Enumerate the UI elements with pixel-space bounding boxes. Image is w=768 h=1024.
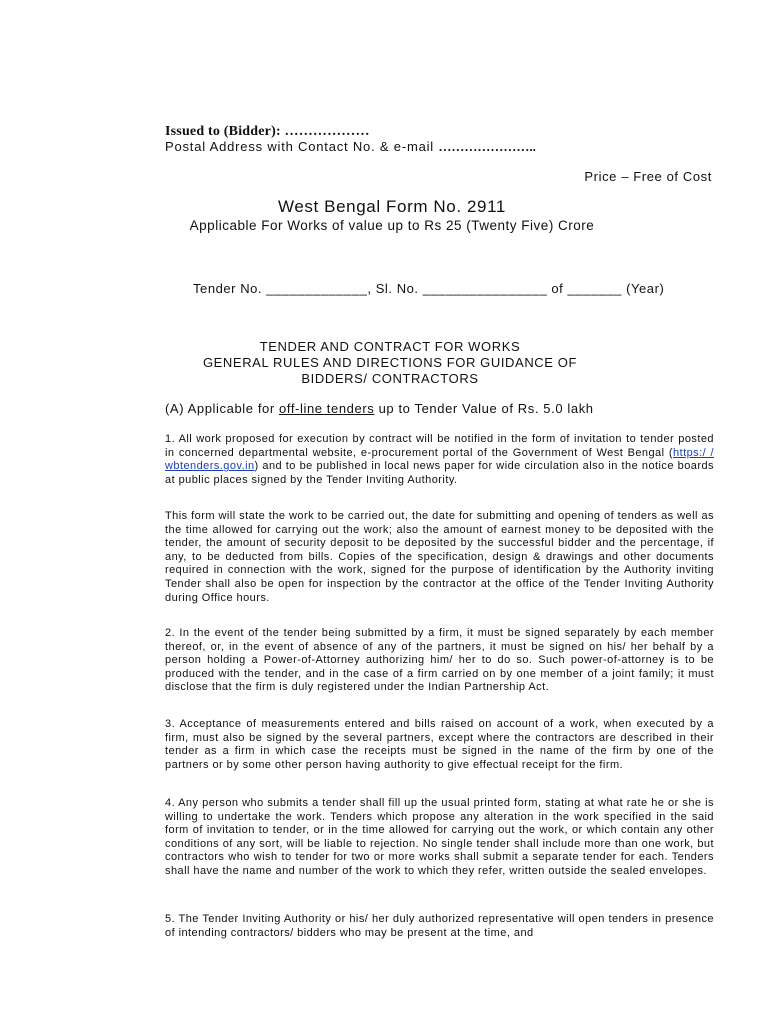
form-subtitle: Applicable For Works of value up to Rs 25 (Twenty Five) Crore: [189, 218, 595, 233]
paragraph-1-text-a: 1. All work proposed for execution by contract will be notified in the form of invitation to tender posted in concerned departmental website, e-procurement portal of the Government of West Bengal (: [165, 433, 714, 459]
postal-address-blank: …………………..: [438, 139, 536, 154]
postal-address-label: Postal Address with Contact No. & e-mail: [165, 139, 439, 154]
issued-to-line: Issued to (Bidder): ………………: [165, 124, 370, 139]
section-a-heading: [165, 401, 594, 416]
postal-address-line: [165, 139, 536, 155]
paragraph-3: 3. Acceptance of measurements entered and bills raised on account of a work, when executed by a firm, must also be signed by the several partners, except where the contractors are described in their tender as a firm in which case the receipts must be signed in the name of the firm by one of the partners or by some other person having authority to give effectual receipt for the firm.: [165, 718, 714, 771]
price-note: Price – Free of Cost: [584, 169, 712, 184]
section-a-offline-tenders: off-line tenders: [279, 401, 375, 416]
form-title: West Bengal Form No. 2911: [278, 197, 506, 216]
paragraph-5: 5. The Tender Inviting Authority or his/ her duly authorized representative will open tenders in presence of intending contractors/ bidders who may be present at the time, and: [165, 913, 714, 939]
paragraph-form-details: This form will state the work to be carried out, the date for submitting and opening of tenders as well as the time allowed for carrying out the work; also the amount of earnest money to be deposited with the tender, the amount of security deposit to be deposited by the successful bidder and the percentage, if any, to be deducted from bills. Copies of the specification, design & drawings and other documents required in connection with the work, signed for the purpose of identification by the Authority inviting Tender shall also be open for inspection by the contractor at the office of the Tender Inviting Authority during Office hours.: [165, 510, 714, 604]
section-a-suffix: up to Tender Value of Rs. 5.0 lakh: [374, 401, 594, 416]
heading-bidders-contractors: BIDDERS/ CONTRACTORS: [301, 371, 479, 386]
section-a-prefix: (A) Applicable for: [165, 401, 280, 416]
paragraph-1: [165, 433, 714, 487]
paragraph-4: 4. Any person who submits a tender shall fill up the usual printed form, stating at what rate he or she is willing to undertake the work. Tenders which propose any alteration in the work specified in the said form of invitation to tender, or in the time allowed for carrying out the work, or which contain any other conditions of any sort, will be liable to rejection. No single tender shall include more than one work, but contractors who wish to tender for two or more works shall submit a separate tender for each. Tenders shall have the name and number of the work to which they refer, written outside the sealed envelopes.: [165, 797, 714, 877]
wbtenders-link[interactable]: https:/ / wbtenders.gov.in: [165, 446, 715, 473]
heading-general-rules: GENERAL RULES AND DIRECTIONS FOR GUIDANCE OF: [202, 355, 578, 370]
paragraph-1-text-b: ) and to be published in local news paper for wide circulation also in the notice boards at public places signed by the Tender Inviting Authority.: [165, 460, 714, 486]
tender-number-line: Tender No. _____________, Sl. No. ________________ of _______ (Year): [193, 281, 665, 296]
paragraph-2: 2. In the event of the tender being submitted by a firm, it must be signed separately by each member thereof, or, in the event of absence of any of the partners, it must be signed on his/ her behalf by a person holding a Power-of-Attorney authorizing him/ her to do so. Such power-of-attorney is to be produced with the tender, and in the case of a firm carried on by one member of a joint family; it must disclose that the firm is duly registered under the Indian Partnership Act.: [165, 627, 714, 694]
heading-tender-contract: TENDER AND CONTRACT FOR WORKS: [259, 339, 521, 354]
